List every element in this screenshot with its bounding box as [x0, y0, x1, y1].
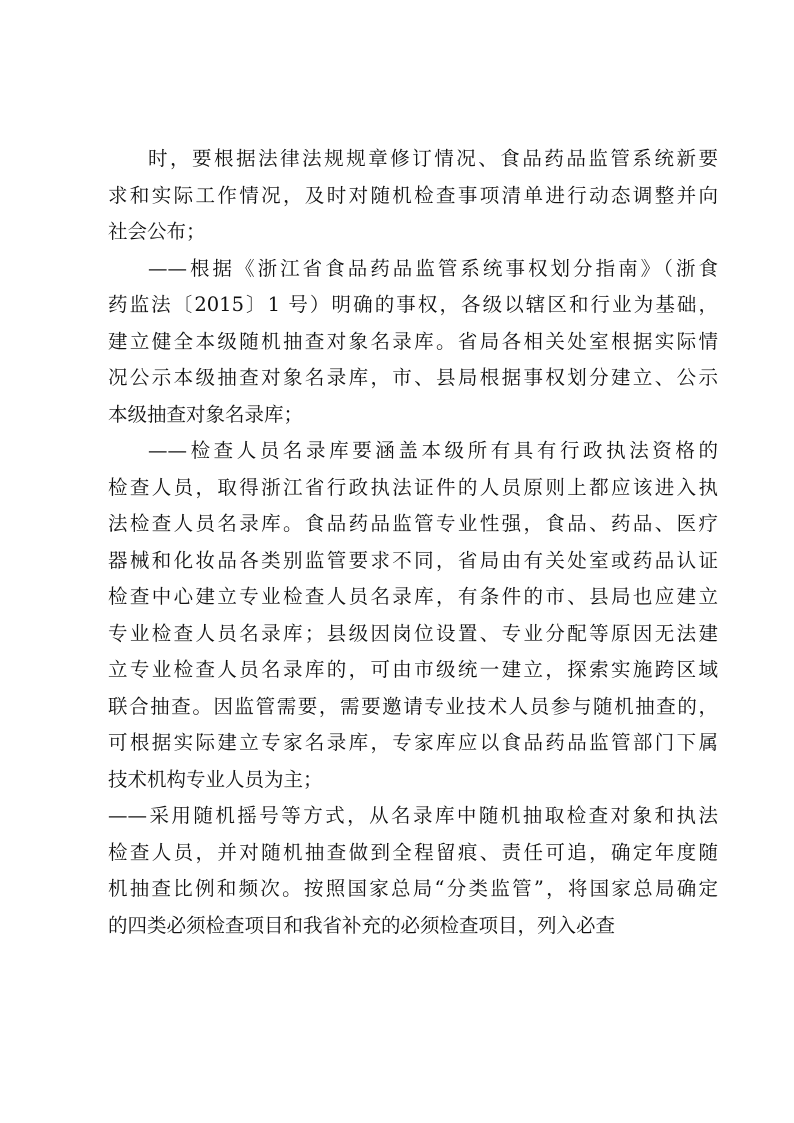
text-line: 检查人员，取得浙江省行政执法证件的人员原则上都应该进入执 — [108, 475, 718, 499]
text-line: 技术机构专业人员为主； — [108, 767, 323, 791]
text-line: 求和实际工作情况，及时对随机检查事项清单进行动态调整并向 — [108, 183, 718, 207]
paragraph-2 — [108, 251, 718, 434]
text-line: 况公示本级抽查对象名录库，市、县局根据事权划分建立、公示 — [108, 366, 718, 389]
text-line: 器械和化妆品各类别监管要求不同，省局由有关处室或药品认证 — [108, 548, 718, 572]
text-line: ——根据《浙江省食品药品监管系统事权划分指南》（浙食 — [148, 256, 718, 280]
text-line: 药监法〔2015〕1 号）明确的事权，各级以辖区和行业为基础， — [108, 293, 718, 316]
text-line: 的四类必须检查项目和我省补充的必须检查项目，列入必查 — [108, 913, 616, 937]
text-line: 专业检查人员名录库；县级因岗位设置、专业分配等原因无法建 — [108, 621, 718, 645]
text-line: 检查中心建立专业检查人员名录库，有条件的市、县局也应建立 — [108, 585, 718, 608]
paragraph-1 — [108, 141, 718, 251]
document-page — [108, 141, 718, 944]
text-line: 可根据实际建立专家名录库，专家库应以食品药品监管部门下属 — [108, 731, 718, 754]
text-line: 联合抽查。因监管需要，需要邀请专业技术人员参与随机抽查的， — [108, 694, 718, 718]
text-line: 建立健全本级随机抽查对象名录库。省局各相关处室根据实际情 — [108, 329, 718, 353]
text-line: 立专业检查人员名录库的，可由市级统一建立，探索实施跨区域 — [108, 658, 718, 681]
paragraph-4 — [108, 798, 718, 944]
text-line: 检查人员，并对随机抽查做到全程留痕、责任可追，确定年度随 — [108, 840, 718, 864]
text-line: ——采用随机摇号等方式，从名录库中随机抽取检查对象和执法 — [108, 804, 718, 827]
text-line: ——检查人员名录库要涵盖本级所有具有行政执法资格的 — [148, 439, 718, 462]
paragraph-3 — [108, 433, 718, 798]
text-line: 机抽查比例和频次。按照国家总局“分类监管”，将国家总局确定 — [108, 877, 718, 900]
text-line: 本级抽查对象名录库； — [108, 402, 304, 426]
text-line: 社会公布； — [108, 220, 206, 243]
text-line: 法检查人员名录库。食品药品监管专业性强，食品、药品、医疗 — [108, 512, 718, 535]
text-line: 时，要根据法律法规规章修订情况、食品药品监管系统新要 — [148, 147, 718, 170]
